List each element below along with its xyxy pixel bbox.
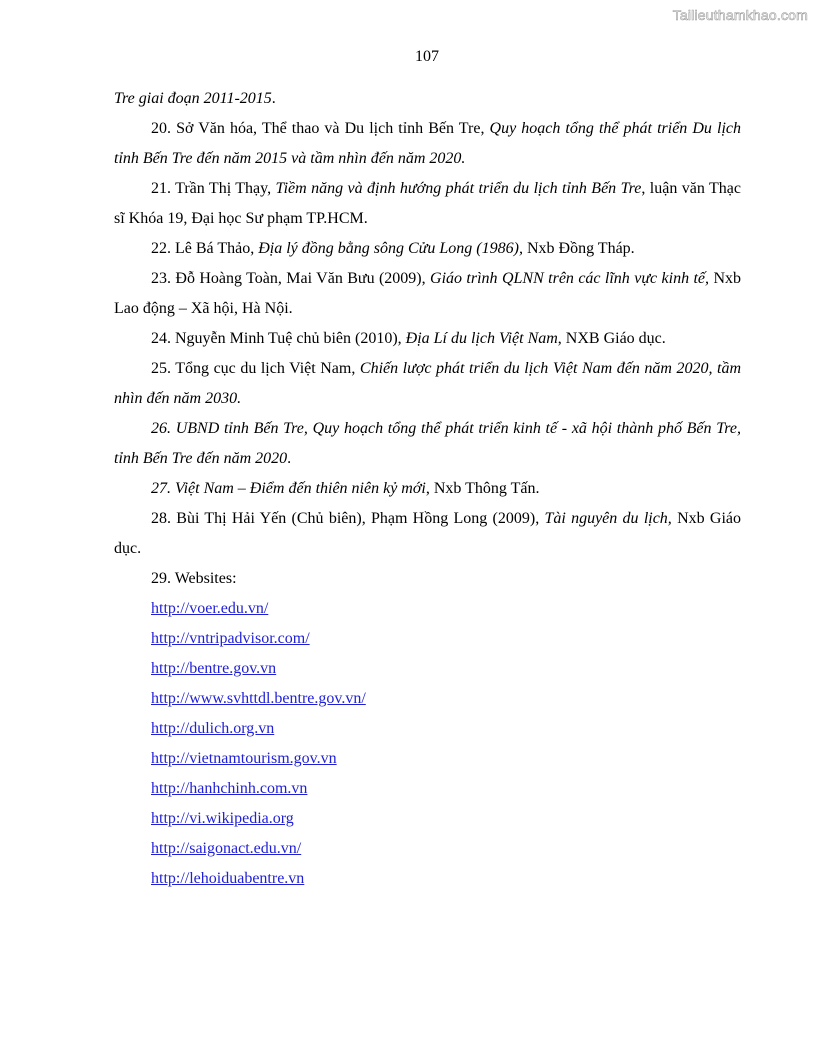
reference-item: [114, 324, 741, 354]
reference-text: .: [287, 450, 292, 467]
reference-text: Nxb Giáo dục.: [114, 510, 742, 557]
reference-title: Địa Lí du lịch Việt Nam: [405, 330, 558, 347]
reference-title: Tiềm năng và định hướng phát triển du lịch tỉnh Bến Tre: [275, 180, 642, 197]
watermark: Tailieuthamkhao.com: [672, 7, 808, 23]
reference-text: , NXB Giáo dục.: [557, 330, 666, 347]
website-list-item: [114, 774, 741, 804]
references-section: [114, 84, 741, 894]
website-list-item: [114, 864, 741, 894]
website-link[interactable]: http://bentre.gov.vn: [151, 660, 277, 677]
reference-title: 27. Việt Nam – Điểm đến thiên niên kỷ mới: [151, 480, 426, 497]
reference-text: 28. Bùi Thị Hải Yến (Chủ biên), Phạm Hồng Long (2009),: [151, 510, 545, 527]
reference-title: Tre giai đoạn 2011-2015: [114, 90, 272, 107]
website-link[interactable]: http://lehoiduabentre.vn: [151, 870, 305, 887]
reference-item: [114, 174, 741, 234]
reference-text: , luận văn Thạc sĩ Khóa 19, Đại học Sư phạm TP.HCM.: [114, 180, 741, 227]
website-list-item: [114, 744, 741, 774]
reference-item: [114, 564, 741, 594]
reference-item: [114, 84, 741, 114]
reference-item: [114, 264, 741, 324]
reference-text: 25. Tổng cục du lịch Việt Nam,: [151, 360, 360, 377]
reference-item: [114, 114, 741, 174]
reference-item: [114, 474, 741, 504]
reference-title: Giáo trình QLNN trên các lĩnh vực kinh tế,: [430, 270, 710, 287]
website-list-item: [114, 804, 741, 834]
website-link[interactable]: http://vntripadvisor.com/: [151, 630, 310, 647]
reference-title: 26. UBND tỉnh Bến Tre, Quy hoạch tổng thể phát triển kinh tế - xã hội thành phố Bến Tre, tỉnh Bến Tre đến năm 2020: [114, 420, 741, 467]
reference-title: Tài nguyên du lịch,: [544, 510, 672, 527]
website-list-item: [114, 834, 741, 864]
website-list: [114, 594, 741, 894]
website-link[interactable]: http://dulich.org.vn: [151, 720, 275, 737]
website-link[interactable]: http://vi.wikipedia.org: [151, 810, 294, 827]
reference-list: [114, 84, 741, 594]
reference-text: 29. Websites:: [151, 570, 237, 587]
website-list-item: [114, 684, 741, 714]
reference-item: [114, 234, 741, 264]
reference-text: .: [271, 90, 276, 107]
reference-title: Chiến lược phát triển du lịch Việt Nam đến năm 2020, tầm nhìn đến năm 2030.: [114, 360, 742, 407]
website-link[interactable]: http://saigonact.edu.vn/: [151, 840, 302, 857]
reference-text: Nxb Lao động – Xã hội, Hà Nội.: [114, 270, 742, 317]
website-link[interactable]: http://hanhchinh.com.vn: [151, 780, 308, 797]
reference-text: 24. Nguyễn Minh Tuệ chủ biên (2010),: [151, 330, 406, 347]
reference-item: [114, 414, 741, 474]
website-list-item: [114, 624, 741, 654]
website-list-item: [114, 714, 741, 744]
reference-title: Quy hoạch tổng thể phát triển Du lịch tỉnh Bến Tre đến năm 2015 và tầm nhìn đến năm 2020.: [114, 120, 741, 167]
reference-text: Nxb Đồng Tháp.: [522, 240, 635, 257]
reference-text: 21. Trần Thị Thạy,: [151, 180, 276, 197]
reference-item: [114, 504, 741, 564]
website-link[interactable]: http://www.svhttdl.bentre.gov.vn/: [151, 690, 366, 707]
website-list-item: [114, 654, 741, 684]
website-list-item: [114, 594, 741, 624]
reference-text: 22. Lê Bá Thảo,: [151, 240, 259, 257]
reference-item: [114, 354, 741, 414]
website-link[interactable]: http://vietnamtourism.gov.vn: [151, 750, 337, 767]
website-link[interactable]: http://voer.edu.vn/: [151, 600, 269, 617]
reference-text: 20. Sở Văn hóa, Thể thao và Du lịch tỉnh Bến Tre,: [151, 120, 490, 137]
page-number: 107: [415, 48, 439, 65]
reference-text: , Nxb Thông Tấn.: [425, 480, 540, 497]
reference-text: 23. Đỗ Hoàng Toàn, Mai Văn Bưu (2009),: [151, 270, 431, 287]
reference-title: Địa lý đồng bằng sông Cửu Long (1986),: [258, 240, 523, 257]
